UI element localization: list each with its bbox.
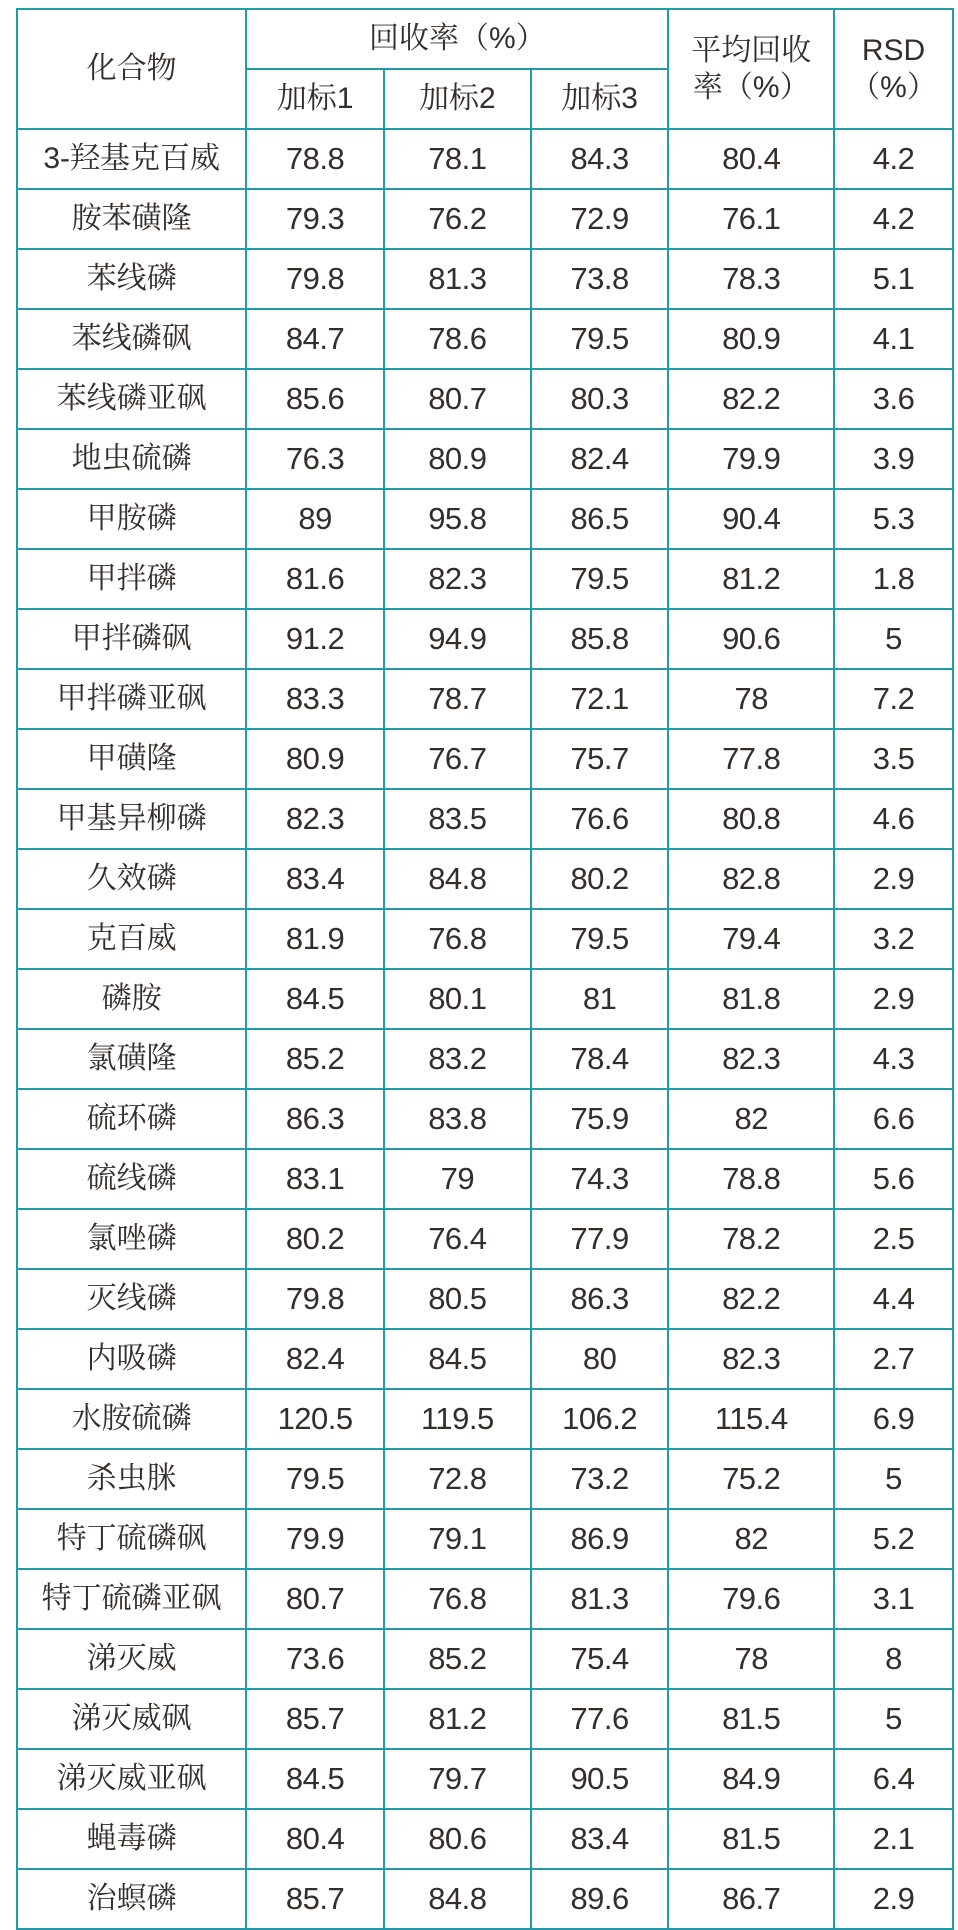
table-row <box>17 729 953 789</box>
value-cell: 86.3 <box>246 1089 384 1149</box>
value-cell: 80.9 <box>246 729 384 789</box>
table-row <box>17 549 953 609</box>
header-rsd-line2: （%） <box>850 71 937 104</box>
value-cell: 78 <box>668 1629 834 1689</box>
table-row <box>17 1869 953 1929</box>
value-cell: 3.2 <box>834 909 953 969</box>
compound-cell: 灭线磷 <box>17 1269 246 1329</box>
value-cell: 115.4 <box>668 1389 834 1449</box>
table-row <box>17 189 953 249</box>
table-row <box>17 1749 953 1809</box>
value-cell: 86.3 <box>531 1269 669 1329</box>
value-cell: 80.7 <box>246 1569 384 1629</box>
value-cell: 80.4 <box>668 129 834 189</box>
table-body <box>17 129 953 1929</box>
value-cell: 76.2 <box>384 189 531 249</box>
value-cell: 75.9 <box>531 1089 669 1149</box>
value-cell: 84.8 <box>384 1869 531 1929</box>
value-cell: 5.1 <box>834 249 953 309</box>
value-cell: 78 <box>668 669 834 729</box>
value-cell: 5 <box>834 1689 953 1749</box>
value-cell: 83.1 <box>246 1149 384 1209</box>
compound-cell: 胺苯磺隆 <box>17 189 246 249</box>
table-row <box>17 1089 953 1149</box>
value-cell: 73.8 <box>531 249 669 309</box>
value-cell: 79.5 <box>246 1449 384 1509</box>
value-cell: 82.4 <box>531 429 669 489</box>
header-compound: 化合物 <box>17 9 246 129</box>
recovery-table <box>16 8 954 1930</box>
value-cell: 86.7 <box>668 1869 834 1929</box>
value-cell: 83.3 <box>246 669 384 729</box>
value-cell: 83.2 <box>384 1029 531 1089</box>
table-row <box>17 1449 953 1509</box>
value-cell: 81.9 <box>246 909 384 969</box>
header-rsd <box>834 9 953 129</box>
compound-cell: 特丁硫磷砜 <box>17 1509 246 1569</box>
table-row <box>17 129 953 189</box>
value-cell: 72.1 <box>531 669 669 729</box>
compound-cell: 特丁硫磷亚砜 <box>17 1569 246 1629</box>
value-cell: 75.2 <box>668 1449 834 1509</box>
value-cell: 77.9 <box>531 1209 669 1269</box>
header-average-recovery-line1: 平均回收 <box>691 33 812 67</box>
value-cell: 84.5 <box>384 1329 531 1389</box>
compound-cell: 硫环磷 <box>17 1089 246 1149</box>
value-cell: 85.7 <box>246 1869 384 1929</box>
value-cell: 2.9 <box>834 969 953 1029</box>
value-cell: 84.9 <box>668 1749 834 1809</box>
value-cell: 75.4 <box>531 1629 669 1689</box>
value-cell: 1.8 <box>834 549 953 609</box>
value-cell: 4.2 <box>834 189 953 249</box>
value-cell: 3.5 <box>834 729 953 789</box>
value-cell: 80.8 <box>668 789 834 849</box>
value-cell: 78.6 <box>384 309 531 369</box>
value-cell: 86.5 <box>531 489 669 549</box>
value-cell: 5 <box>834 1449 953 1509</box>
value-cell: 78.8 <box>246 129 384 189</box>
value-cell: 81.5 <box>668 1809 834 1869</box>
value-cell: 3.1 <box>834 1569 953 1629</box>
value-cell: 2.9 <box>834 849 953 909</box>
table-row <box>17 309 953 369</box>
value-cell: 85.8 <box>531 609 669 669</box>
value-cell: 76.3 <box>246 429 384 489</box>
value-cell: 79.5 <box>531 309 669 369</box>
value-cell: 81.3 <box>531 1569 669 1629</box>
compound-cell: 地虫硫磷 <box>17 429 246 489</box>
value-cell: 83.8 <box>384 1089 531 1149</box>
header-row-1 <box>17 9 953 69</box>
header-rsd-line1: RSD <box>861 33 926 67</box>
value-cell: 3.9 <box>834 429 953 489</box>
value-cell: 79.5 <box>531 549 669 609</box>
value-cell: 80.7 <box>384 369 531 429</box>
value-cell: 83.4 <box>531 1809 669 1869</box>
table-row <box>17 609 953 669</box>
value-cell: 82 <box>668 1089 834 1149</box>
value-cell: 4.6 <box>834 789 953 849</box>
value-cell: 94.9 <box>384 609 531 669</box>
value-cell: 81.2 <box>668 549 834 609</box>
compound-cell: 克百威 <box>17 909 246 969</box>
value-cell: 86.9 <box>531 1509 669 1569</box>
value-cell: 82.3 <box>668 1329 834 1389</box>
value-cell: 2.7 <box>834 1329 953 1389</box>
compound-cell: 苯线磷砜 <box>17 309 246 369</box>
value-cell: 85.2 <box>384 1629 531 1689</box>
compound-cell: 氯磺隆 <box>17 1029 246 1089</box>
table-row <box>17 249 953 309</box>
compound-cell: 甲拌磷 <box>17 549 246 609</box>
value-cell: 82.8 <box>668 849 834 909</box>
value-cell: 77.8 <box>668 729 834 789</box>
value-cell: 78.4 <box>531 1029 669 1089</box>
value-cell: 82.4 <box>246 1329 384 1389</box>
table-row <box>17 789 953 849</box>
value-cell: 2.5 <box>834 1209 953 1269</box>
value-cell: 81.5 <box>668 1689 834 1749</box>
value-cell: 85.7 <box>246 1689 384 1749</box>
value-cell: 77.6 <box>531 1689 669 1749</box>
value-cell: 79.8 <box>246 1269 384 1329</box>
header-average-recovery <box>668 9 834 129</box>
value-cell: 82.3 <box>384 549 531 609</box>
value-cell: 2.1 <box>834 1809 953 1869</box>
compound-cell: 涕灭威亚砜 <box>17 1749 246 1809</box>
value-cell: 85.2 <box>246 1029 384 1089</box>
value-cell: 6.9 <box>834 1389 953 1449</box>
value-cell: 84.3 <box>531 129 669 189</box>
value-cell: 82.3 <box>668 1029 834 1089</box>
value-cell: 84.5 <box>246 969 384 1029</box>
value-cell: 76.8 <box>384 1569 531 1629</box>
compound-cell: 磷胺 <box>17 969 246 1029</box>
table-row <box>17 1149 953 1209</box>
value-cell: 76.1 <box>668 189 834 249</box>
header-recovery-group: 回收率（%） <box>246 9 668 69</box>
value-cell: 83.4 <box>246 849 384 909</box>
value-cell: 81.2 <box>384 1689 531 1749</box>
value-cell: 73.2 <box>531 1449 669 1509</box>
compound-cell: 杀虫脒 <box>17 1449 246 1509</box>
value-cell: 79.9 <box>246 1509 384 1569</box>
value-cell: 4.2 <box>834 129 953 189</box>
value-cell: 5.3 <box>834 489 953 549</box>
compound-cell: 甲磺隆 <box>17 729 246 789</box>
table-row <box>17 849 953 909</box>
table-row <box>17 1509 953 1569</box>
value-cell: 7.2 <box>834 669 953 729</box>
value-cell: 80.1 <box>384 969 531 1029</box>
value-cell: 82.3 <box>246 789 384 849</box>
value-cell: 76.6 <box>531 789 669 849</box>
value-cell: 79.3 <box>246 189 384 249</box>
value-cell: 91.2 <box>246 609 384 669</box>
compound-cell: 涕灭威砜 <box>17 1689 246 1749</box>
value-cell: 74.3 <box>531 1149 669 1209</box>
value-cell: 79 <box>384 1149 531 1209</box>
compound-cell: 苯线磷 <box>17 249 246 309</box>
value-cell: 80.3 <box>531 369 669 429</box>
value-cell: 8 <box>834 1629 953 1689</box>
value-cell: 78.7 <box>384 669 531 729</box>
compound-cell: 甲拌磷砜 <box>17 609 246 669</box>
value-cell: 81 <box>531 969 669 1029</box>
compound-cell: 甲基异柳磷 <box>17 789 246 849</box>
value-cell: 78.1 <box>384 129 531 189</box>
value-cell: 5.2 <box>834 1509 953 1569</box>
table-row <box>17 489 953 549</box>
value-cell: 82 <box>668 1509 834 1569</box>
value-cell: 79.1 <box>384 1509 531 1569</box>
table-row <box>17 909 953 969</box>
value-cell: 75.7 <box>531 729 669 789</box>
table-row <box>17 1329 953 1389</box>
compound-cell: 苯线磷亚砜 <box>17 369 246 429</box>
value-cell: 76.7 <box>384 729 531 789</box>
value-cell: 79.5 <box>531 909 669 969</box>
value-cell: 78.8 <box>668 1149 834 1209</box>
compound-cell: 甲胺磷 <box>17 489 246 549</box>
value-cell: 79.4 <box>668 909 834 969</box>
table-row <box>17 1269 953 1329</box>
value-cell: 72.8 <box>384 1449 531 1509</box>
value-cell: 80.9 <box>668 309 834 369</box>
table-row <box>17 969 953 1029</box>
value-cell: 78.2 <box>668 1209 834 1269</box>
value-cell: 90.6 <box>668 609 834 669</box>
table-row <box>17 1209 953 1269</box>
table-row <box>17 429 953 489</box>
table-row <box>17 669 953 729</box>
value-cell: 4.3 <box>834 1029 953 1089</box>
table-header <box>17 9 953 129</box>
table-row <box>17 1029 953 1089</box>
value-cell: 4.1 <box>834 309 953 369</box>
table-row <box>17 369 953 429</box>
value-cell: 80.2 <box>246 1209 384 1269</box>
value-cell: 81.8 <box>668 969 834 1029</box>
compound-cell: 久效磷 <box>17 849 246 909</box>
value-cell: 5 <box>834 609 953 669</box>
value-cell: 89 <box>246 489 384 549</box>
value-cell: 80 <box>531 1329 669 1389</box>
value-cell: 80.4 <box>246 1809 384 1869</box>
value-cell: 2.9 <box>834 1869 953 1929</box>
value-cell: 83.5 <box>384 789 531 849</box>
value-cell: 79.7 <box>384 1749 531 1809</box>
value-cell: 79.9 <box>668 429 834 489</box>
value-cell: 79.6 <box>668 1569 834 1629</box>
compound-cell: 3-羟基克百威 <box>17 129 246 189</box>
value-cell: 80.2 <box>531 849 669 909</box>
value-cell: 106.2 <box>531 1389 669 1449</box>
compound-cell: 内吸磷 <box>17 1329 246 1389</box>
compound-cell: 硫线磷 <box>17 1149 246 1209</box>
compound-cell: 蝇毒磷 <box>17 1809 246 1869</box>
table-row <box>17 1689 953 1749</box>
value-cell: 84.5 <box>246 1749 384 1809</box>
value-cell: 80.6 <box>384 1809 531 1869</box>
table-row <box>17 1569 953 1629</box>
value-cell: 82.2 <box>668 1269 834 1329</box>
value-cell: 80.9 <box>384 429 531 489</box>
value-cell: 6.4 <box>834 1749 953 1809</box>
value-cell: 90.5 <box>531 1749 669 1809</box>
compound-cell: 甲拌磷亚砜 <box>17 669 246 729</box>
table-row <box>17 1809 953 1869</box>
header-spike1: 加标1 <box>246 69 384 129</box>
header-average-recovery-line2: 率（%） <box>692 71 810 104</box>
compound-cell: 水胺硫磷 <box>17 1389 246 1449</box>
value-cell: 90.4 <box>668 489 834 549</box>
value-cell: 119.5 <box>384 1389 531 1449</box>
compound-cell: 涕灭威 <box>17 1629 246 1689</box>
header-spike3: 加标3 <box>531 69 669 129</box>
value-cell: 76.4 <box>384 1209 531 1269</box>
value-cell: 84.8 <box>384 849 531 909</box>
value-cell: 4.4 <box>834 1269 953 1329</box>
value-cell: 85.6 <box>246 369 384 429</box>
value-cell: 89.6 <box>531 1869 669 1929</box>
value-cell: 72.9 <box>531 189 669 249</box>
compound-cell: 氯唑磷 <box>17 1209 246 1269</box>
value-cell: 81.3 <box>384 249 531 309</box>
value-cell: 73.6 <box>246 1629 384 1689</box>
value-cell: 6.6 <box>834 1089 953 1149</box>
table-row <box>17 1389 953 1449</box>
value-cell: 82.2 <box>668 369 834 429</box>
value-cell: 3.6 <box>834 369 953 429</box>
value-cell: 79.8 <box>246 249 384 309</box>
value-cell: 120.5 <box>246 1389 384 1449</box>
value-cell: 84.7 <box>246 309 384 369</box>
value-cell: 80.5 <box>384 1269 531 1329</box>
header-spike2: 加标2 <box>384 69 531 129</box>
compound-cell: 治螟磷 <box>17 1869 246 1929</box>
value-cell: 76.8 <box>384 909 531 969</box>
value-cell: 5.6 <box>834 1149 953 1209</box>
value-cell: 81.6 <box>246 549 384 609</box>
value-cell: 95.8 <box>384 489 531 549</box>
table-row <box>17 1629 953 1689</box>
value-cell: 78.3 <box>668 249 834 309</box>
